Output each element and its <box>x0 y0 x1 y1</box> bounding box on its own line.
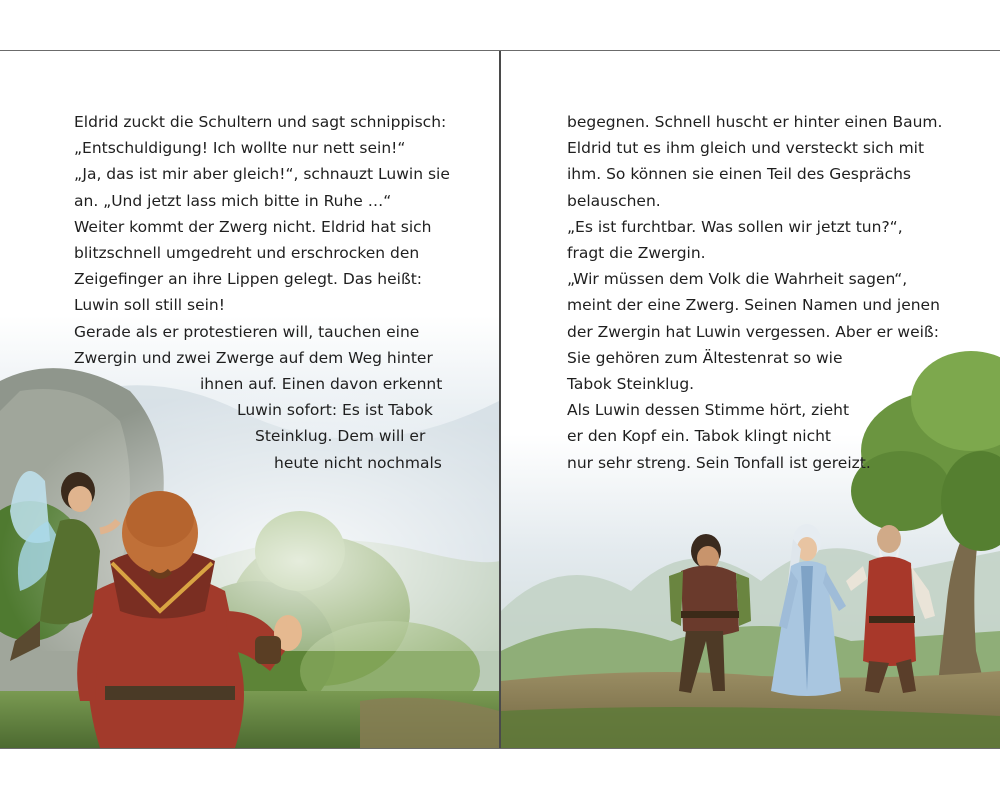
text-line: heute nicht nochmals <box>274 453 442 472</box>
book-spread <box>0 50 1000 749</box>
text-line: Steinklug. Dem will er <box>255 427 426 446</box>
text-line: „Entschuldigung! Ich wollte nur nett sein!“ <box>74 139 406 158</box>
text-line: Als Luwin dessen Stimme hört, zieht <box>567 401 850 420</box>
text-line: begegnen. Schnell huscht er hinter einen Baum. <box>567 113 943 131</box>
text-line: „Es ist furchtbar. Was sollen wir jetzt tun?“, <box>567 217 903 236</box>
text-line: Luwin soll still sein! <box>74 296 225 315</box>
text-line: Gerade als er protestieren will, tauchen eine <box>74 322 420 341</box>
text-line: blitzschnell umgedreht und erschrocken den <box>74 244 420 263</box>
text-line: fragt die Zwergin. <box>567 244 706 263</box>
text-line: der Zwergin hat Luwin vergessen. Aber er weiß: <box>567 322 939 341</box>
left-page <box>0 51 499 748</box>
text-line: „Ja, das ist mir aber gleich!“, schnauzt Luwin sie <box>74 165 450 184</box>
text-line: meint der eine Zwerg. Seinen Namen und jenen <box>567 296 940 315</box>
text-line: er den Kopf ein. Tabok klingt nicht <box>567 427 832 446</box>
text-line: nur sehr streng. Sein Tonfall ist gereizt. <box>567 453 871 472</box>
text-line: Tabok Steinklug. <box>567 375 695 394</box>
text-line: an. „Und jetzt lass mich bitte in Ruhe …“ <box>74 191 392 210</box>
text-line: Zwergin und zwei Zwerge auf dem Weg hinter <box>74 348 433 367</box>
text-line: Weiter kommt der Zwerg nicht. Eldrid hat sich <box>74 217 432 236</box>
text-line: ihnen auf. Einen davon erkennt <box>200 375 443 394</box>
left-page-text <box>74 109 494 476</box>
text-line: Luwin sofort: Es ist Tabok <box>237 401 433 420</box>
text-line: Eldrid tut es ihm gleich und versteckt sich mit <box>567 139 925 158</box>
text-line: Zeigefinger an ihre Lippen gelegt. Das heißt: <box>74 270 423 289</box>
text-line: „Wir müssen dem Volk die Wahrheit sagen“, <box>567 270 908 289</box>
right-page <box>501 51 1000 748</box>
text-line: belauschen. <box>567 191 661 210</box>
right-page-text <box>567 109 987 476</box>
text-line: Sie gehören zum Ältestenrat so wie <box>567 348 843 367</box>
page-gutter <box>499 51 501 748</box>
text-line: ihm. So können sie einen Teil des Gesprächs <box>567 165 912 184</box>
text-line: Eldrid zuckt die Schultern und sagt schnippisch: <box>74 113 447 131</box>
